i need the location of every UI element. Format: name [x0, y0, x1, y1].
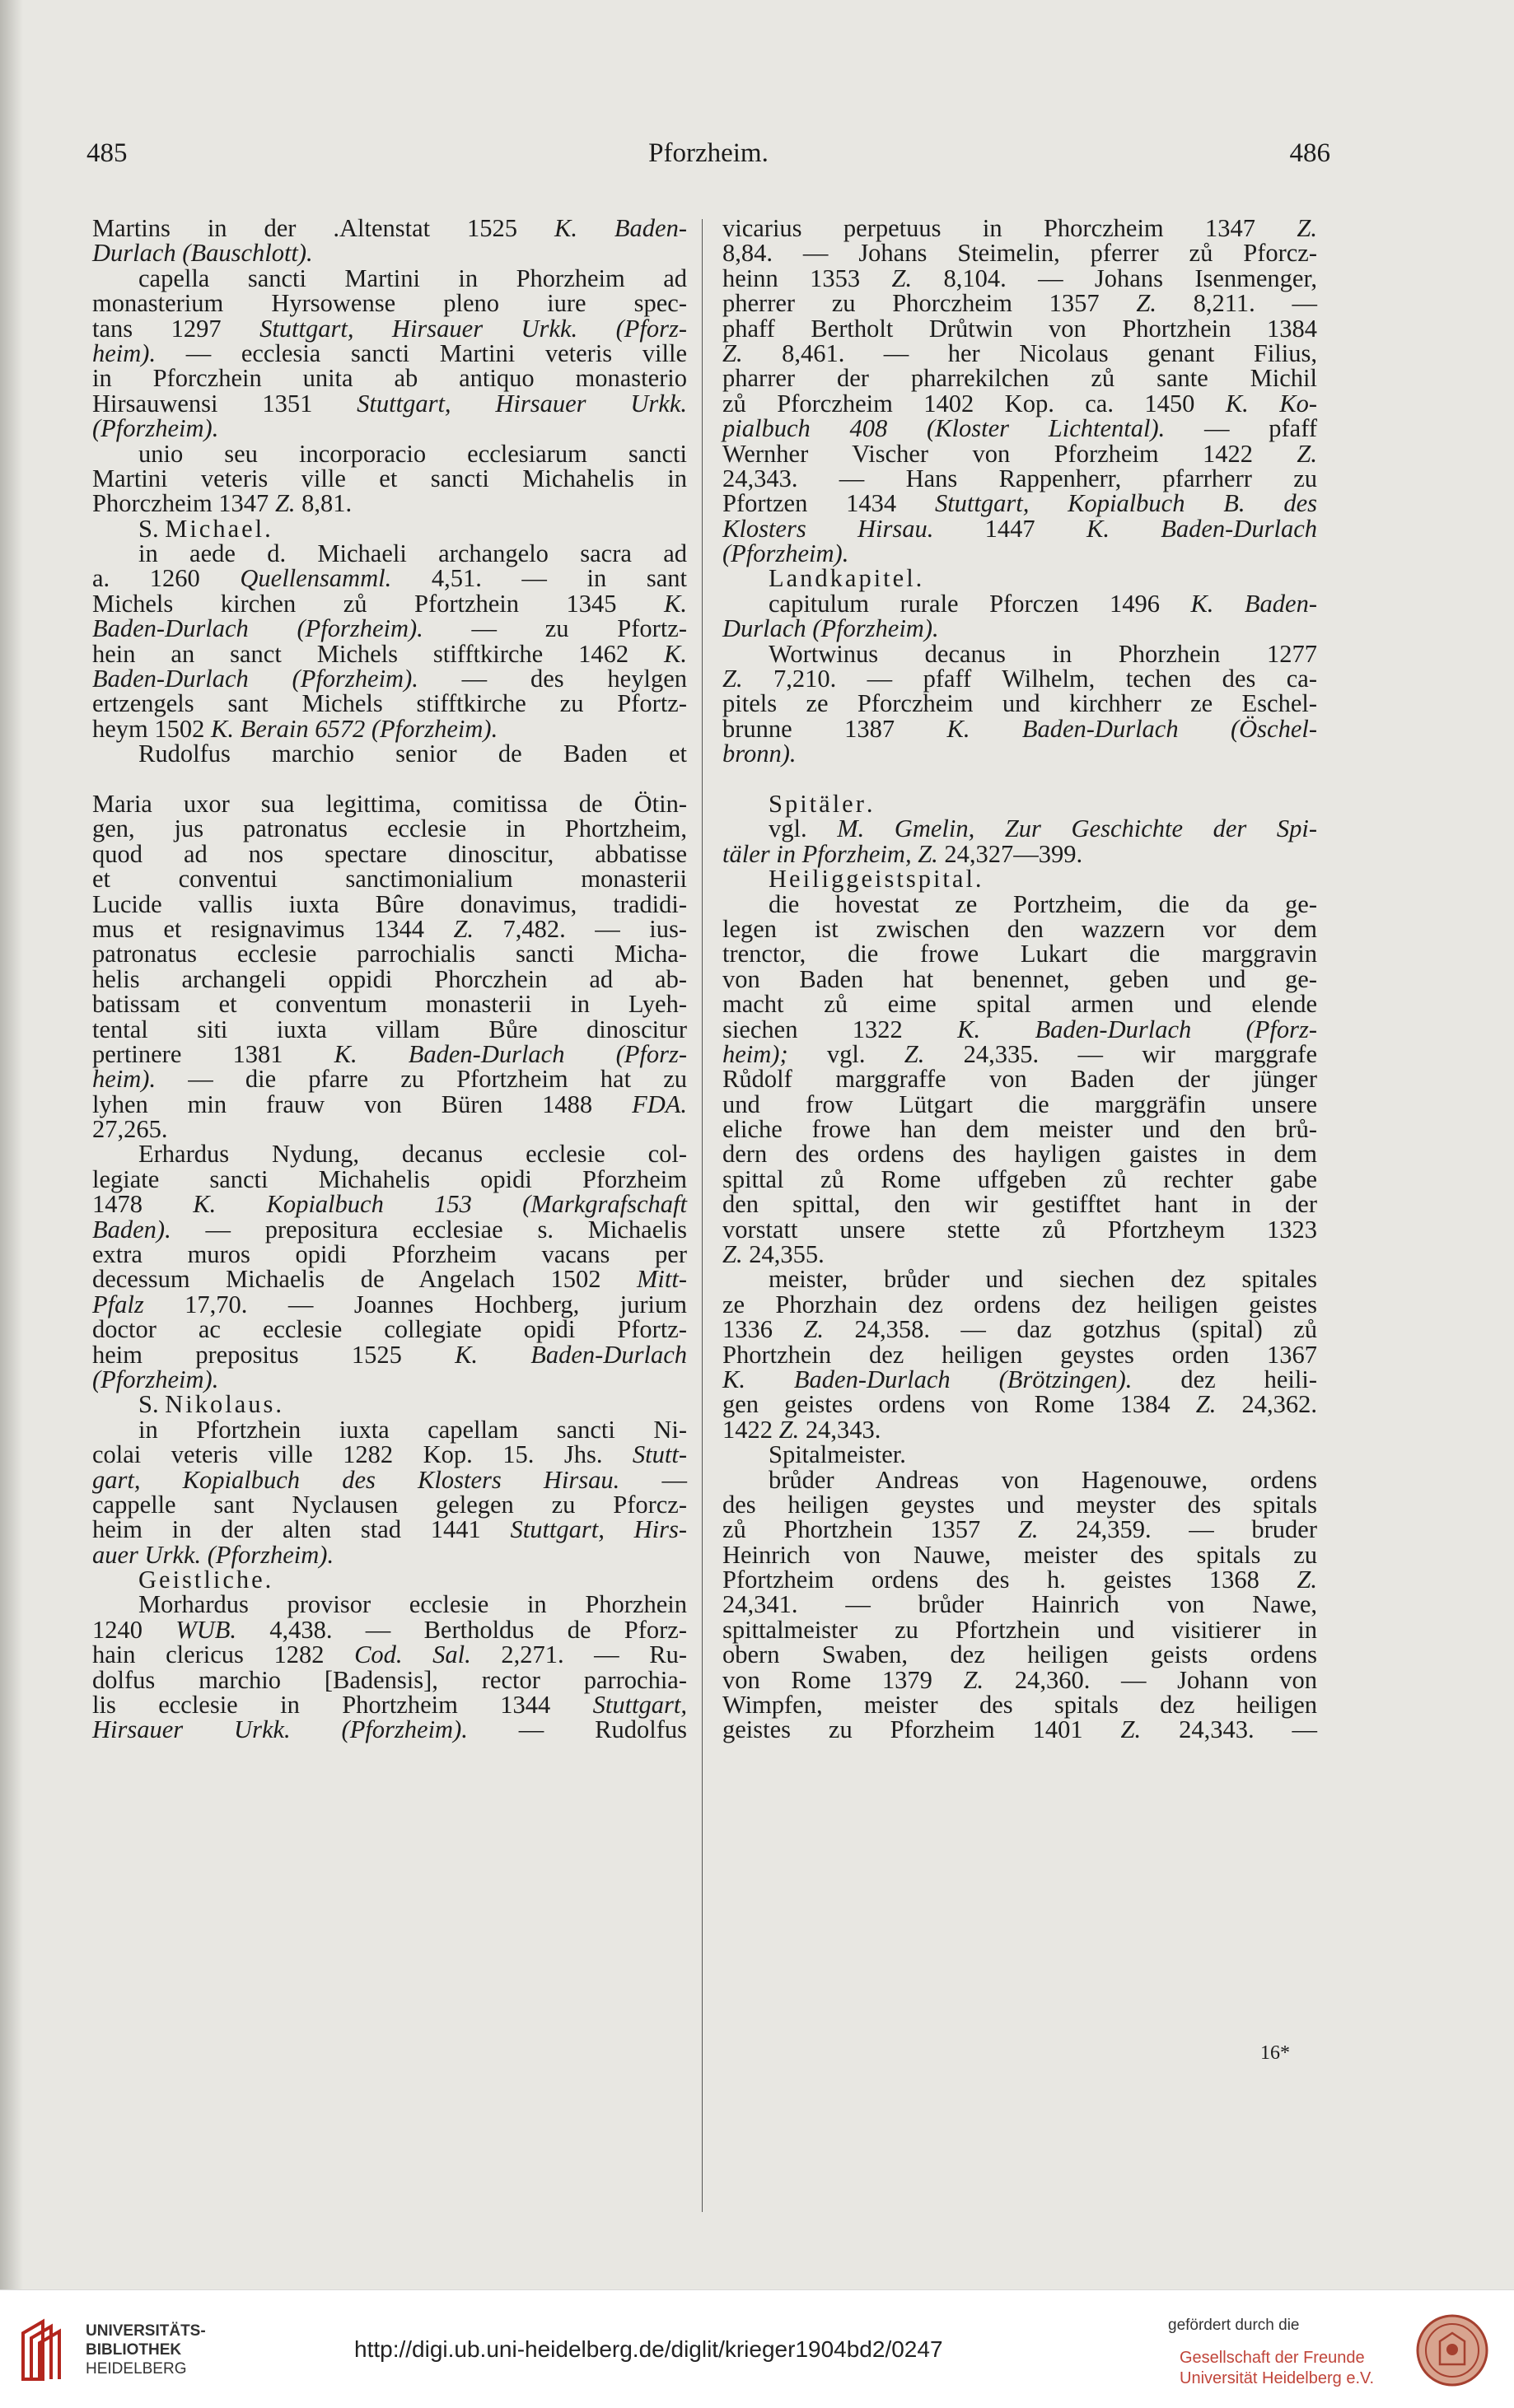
sponsor-lead-text: gefördert durch die — [1168, 2317, 1300, 2334]
text-line: in Pforczhein unita ab antiquo monasterio — [92, 364, 687, 393]
library-name-line: UNIVERSITÄTS- — [86, 2322, 206, 2340]
text-line: Růdolf marggraffe von Baden der jünger — [722, 1065, 1317, 1094]
text-line: patronatus ecclesie parrochialis sancti Micha- — [92, 940, 687, 968]
text-line: pialbuch 408 (Kloster Lichtental). — pfaff — [722, 414, 1317, 443]
text-line: vgl. M. Gmelin, Zur Geschichte der Spi- — [769, 814, 1317, 843]
text-line: in Pfortzhein iuxta capellam sancti Ni- — [138, 1415, 687, 1444]
text-line: brunne 1387 K. Baden-Durlach (Öschel- — [722, 714, 1317, 743]
text-line: heim in der alten stad 1441 Stuttgart, Hirs- — [92, 1515, 687, 1544]
text-line: Lucide vallis iuxta Bûre donavimus, tradidi- — [92, 889, 687, 918]
permalink[interactable]: http://digi.ub.uni-heidelberg.de/diglit/krieger1904bd2/0247 — [354, 2336, 943, 2362]
page-header — [86, 138, 1330, 180]
text-line: quod ad nos spectare dinoscitur, abbatisse — [92, 839, 687, 868]
text-line: ertzengels sant Michels stifftkirche zu Pfortz- — [92, 689, 687, 718]
text-line: Rudolfus marchio senior de Baden et — [138, 740, 687, 768]
text-line: spittalmeister zu Pfortzhein und visitierer in — [722, 1615, 1317, 1644]
text-line: tental siti iuxta villam Bůre dinoscitur — [92, 1015, 687, 1043]
text-line: Spitalmeister. — [769, 1440, 906, 1469]
text-line: batissam et conventum monasterii in Lyeh- — [92, 990, 687, 1019]
text-line: des heiligen geystes und meyster des spitals — [722, 1490, 1317, 1519]
text-line: capella sancti Martini in Phorzheim ad — [138, 264, 687, 292]
text-line: Baden-Durlach (Pforzheim). — zu Pfortz- — [92, 614, 687, 643]
text-line: zů Phortzhein 1357 Z. 24,359. — bruder — [722, 1515, 1317, 1544]
text-line: 24,343. — Hans Rappenherr, pfarrherr zu — [722, 464, 1317, 492]
text-line: Z. 7,210. — pfaff Wilhelm, techen des ca- — [722, 665, 1317, 693]
text-line: pherrer zu Phorczheim 1357 Z. 8,211. — — [722, 289, 1317, 318]
text-line: pitels ze Pforczheim und kirchherr ze Eschel- — [722, 689, 1317, 718]
text-line: hein an sanct Michels stifftkirche 1462 K. — [92, 639, 687, 668]
text-line: bronn). — [722, 740, 797, 768]
text-line: cappelle sant Nyclausen gelegen zu Pforcz- — [92, 1490, 687, 1519]
text-line: und frow Lütgart die marggräfin unsere — [722, 1090, 1317, 1118]
text-line: lis ecclesie in Phortzheim 1344 Stuttgart, — [92, 1691, 687, 1720]
text-line: doctor ac ecclesie collegiate opidi Pfortz- — [92, 1315, 687, 1344]
text-line: Phortzhein dez heiligen geystes orden 1367 — [722, 1340, 1317, 1369]
text-line: Z. 8,461. — her Nicolaus genant Filius, — [722, 338, 1317, 367]
page-number-left: 485 — [86, 138, 128, 168]
text-line: tans 1297 Stuttgart, Hirsauer Urkk. (Pforz- — [92, 314, 687, 343]
text-line: vicarius perpetuus in Phorczheim 1347 Z. — [722, 214, 1317, 242]
text-line: Z. 24,355. — [722, 1240, 825, 1269]
text-line: 24,341. — brůder Hainrich von Nawe, — [722, 1590, 1317, 1619]
running-title: Pforzheim. — [648, 138, 769, 168]
text-line: gen geistes ordens von Rome 1384 Z. 24,362. — [722, 1390, 1318, 1419]
text-line: auer Urkk. (Pforzheim). — [92, 1540, 334, 1569]
text-line: meister, brůder und siechen dez spitales — [769, 1265, 1317, 1294]
text-line: obern Swaben, dez heiligen geists ordens — [722, 1640, 1317, 1669]
text-line: Hirsauer Urkk. (Pforzheim). — Rudolfus — [92, 1715, 687, 1744]
text-line: geistes zu Pforzheim 1401 Z. 24,343. — — [722, 1715, 1317, 1744]
text-line: (Pforzheim). — [92, 1365, 219, 1393]
text-line: Wimpfen, meister des spitals dez heiligen — [722, 1691, 1317, 1720]
text-line: 1240 WUB. 4,438. — Bertholdus de Pforz- — [92, 1615, 687, 1644]
text-line: Baden). — prepositura ecclesiae s. Michaelis — [92, 1215, 687, 1244]
sponsor-name-line: Gesellschaft der Freunde — [1180, 2349, 1365, 2367]
signature-mark: 16* — [1260, 2042, 1290, 2064]
text-line: Klosters Hirsau. 1447 K. Baden-Durlach — [722, 514, 1317, 543]
text-line: pharrer der pharrekilchen zů sante Michil — [722, 364, 1317, 393]
text-line: heim). — ecclesia sancti Martini veteris ville — [92, 338, 687, 367]
text-line: Pfortzheim ordens des h. geistes 1368 Z. — [722, 1566, 1317, 1594]
text-line: Durlach (Bauschlott). — [92, 239, 313, 268]
text-line — [722, 767, 1317, 791]
text-line: legen ist zwischen den wazzern vor dem — [722, 914, 1317, 943]
text-line: von Baden hat benennet, geben und ge- — [722, 964, 1317, 993]
text-line: Michels kirchen zů Pfortzhein 1345 K. — [92, 589, 687, 618]
text-line: Pfortzen 1434 Stuttgart, Kopialbuch B. des — [722, 489, 1317, 518]
text-line: heinn 1353 Z. 8,104. — Johans Isenmenger, — [722, 264, 1318, 292]
text-line: hain clericus 1282 Cod. Sal. 2,271. — Ru- — [92, 1640, 687, 1669]
text-line: zů Pforczheim 1402 Kop. ca. 1450 K. Ko- — [722, 389, 1317, 418]
page-number-right: 486 — [1289, 138, 1330, 168]
column-divider — [702, 219, 703, 2212]
text-line: heim). — die pfarre zu Pfortzheim hat zu — [92, 1065, 687, 1094]
text-line: Morhardus provisor ecclesie in Phorzhein — [138, 1590, 687, 1619]
sponsor-name-line: Universität Heidelberg e.V. — [1180, 2369, 1375, 2387]
text-line: heym 1502 K. Berain 6572 (Pforzheim). — [92, 714, 498, 743]
text-line: den spittal, den wir gestifftet hant in der — [722, 1190, 1317, 1219]
footer-bar — [0, 2289, 1514, 2408]
text-line: Martini veteris ville et sancti Michahelis in — [92, 464, 687, 492]
left-text-column — [92, 216, 687, 1743]
text-line: Geistliche. — [138, 1566, 272, 1594]
text-line: decessum Michaelis de Angelach 1502 Mitt- — [92, 1265, 687, 1294]
sponsor-seal-icon — [1415, 2313, 1489, 2387]
text-line: Hirsauwensi 1351 Stuttgart, Hirsauer Urkk. — [92, 389, 687, 418]
text-line: Pfalz 17,70. — Joannes Hochberg, jurium — [92, 1290, 687, 1318]
text-line: Erhardus Nydung, decanus ecclesie col- — [138, 1140, 687, 1169]
text-line: ze Phorzhain dez ordens dez heiligen geistes — [722, 1290, 1317, 1318]
text-line: Heiliggeistspital. — [769, 865, 982, 894]
text-line: Phorczheim 1347 Z. 8,81. — [92, 489, 353, 518]
text-line: brůder Andreas von Hagenouwe, ordens — [769, 1465, 1317, 1494]
text-line: 1478 K. Kopialbuch 153 (Markgrafschaft — [92, 1190, 688, 1219]
text-line: S. Nikolaus. — [138, 1390, 282, 1419]
text-line: vorstatt unsere stette zů Pfortzheym 1323 — [722, 1215, 1317, 1244]
text-line: trenctor, die frowe Lukart die marggravin — [722, 940, 1317, 968]
gutter-shadow — [0, 0, 23, 2289]
text-line: 1422 Z. 24,343. — [722, 1415, 881, 1444]
text-line: extra muros opidi Pforzheim vacans per — [92, 1240, 687, 1269]
text-line: lyhen min frauw von Büren 1488 FDA. — [92, 1090, 687, 1118]
text-line: (Pforzheim). — [92, 414, 219, 443]
text-line: dern des ordens des hayligen gaistes in dem — [722, 1140, 1317, 1169]
text-line: mus et resignavimus 1344 Z. 7,482. — ius- — [92, 914, 688, 943]
text-line: Wortwinus decanus in Phorzhein 1277 — [769, 639, 1317, 668]
text-line: dolfus marchio [Badensis], rector parrochia- — [92, 1665, 687, 1694]
text-line: Baden-Durlach (Pforzheim). — des heylgen — [92, 665, 687, 693]
text-line: legiate sancti Michahelis opidi Pforzheim — [92, 1164, 687, 1193]
text-line: capitulum rurale Pforczen 1496 K. Baden- — [769, 589, 1317, 618]
text-line: eliche frowe han dem meister und den brů- — [722, 1115, 1317, 1144]
text-line: monasterium Hyrsowense pleno iure spec- — [92, 289, 687, 318]
text-line: Martins in der .Altenstat 1525 K. Baden- — [92, 214, 688, 242]
text-line: 1336 Z. 24,358. — daz gotzhus (spital) zů — [722, 1315, 1318, 1344]
text-line: et conventui sanctimonialium monasterii — [92, 865, 687, 894]
text-line: Spitäler. — [769, 789, 873, 818]
text-line: von Rome 1379 Z. 24,360. — Johann von — [722, 1665, 1317, 1694]
text-line: gen, jus patronatus ecclesie in Phortzheim, — [92, 814, 687, 843]
library-name — [86, 2322, 206, 2378]
text-line — [92, 767, 687, 791]
text-line: a. 1260 Quellensamml. 4,51. — in sant — [92, 564, 688, 593]
text-line: heim); vgl. Z. 24,335. — wir marggrafe — [722, 1039, 1317, 1068]
text-line: unio seu incorporacio ecclesiarum sancti — [138, 439, 687, 468]
text-line: 8,84. — Johans Steimelin, pferrer zů Pforcz- — [722, 239, 1317, 268]
text-line: Landkapitel. — [769, 564, 923, 593]
text-line: Durlach (Pforzheim). — [722, 614, 939, 643]
text-line: 27,265. — [92, 1115, 168, 1144]
library-name-line: BIBLIOTHEK — [86, 2341, 182, 2359]
text-line: Maria uxor sua legittima, comitissa de Ötin- — [92, 789, 687, 818]
text-line: spittal zů Rome uffgeben zů rechter gabe — [722, 1164, 1317, 1193]
library-name-line: HEIDELBERG — [86, 2360, 187, 2378]
text-line: die hovestat ze Portzheim, die da ge- — [769, 889, 1317, 918]
text-line: siechen 1322 K. Baden-Durlach (Pforz- — [722, 1015, 1317, 1043]
text-line: helis archangeli oppidi Phorczhein ad ab- — [92, 964, 687, 993]
text-line: gart, Kopialbuch des Klosters Hirsau. — — [92, 1465, 687, 1494]
text-line: Heinrich von Nauwe, meister des spitals zu — [722, 1540, 1317, 1569]
sponsor-name — [1180, 2348, 1374, 2389]
text-line: phaff Bertholt Drůtwin von Phortzhein 1384 — [722, 314, 1317, 343]
text-line: colai veteris ville 1282 Kop. 15. Jhs. Stutt- — [92, 1440, 687, 1469]
text-line: heim prepositus 1525 K. Baden-Durlach — [92, 1340, 687, 1369]
text-line: macht zů eime spital armen und elende — [722, 990, 1317, 1019]
text-line: pertinere 1381 K. Baden-Durlach (Pforz- — [92, 1039, 688, 1068]
library-logo-icon — [18, 2317, 69, 2384]
text-line: in aede d. Michaeli archangelo sacra ad — [138, 539, 687, 568]
text-line: K. Baden-Durlach (Brötzingen). dez heili- — [722, 1365, 1317, 1393]
text-line: Wernher Vischer von Pforzheim 1422 Z. — [722, 439, 1317, 468]
text-line: (Pforzheim). — [722, 539, 849, 568]
text-line: S. Michael. — [138, 514, 271, 543]
right-text-column — [722, 216, 1317, 1743]
text-line: täler in Pforzheim, Z. 24,327—399. — [722, 839, 1083, 868]
